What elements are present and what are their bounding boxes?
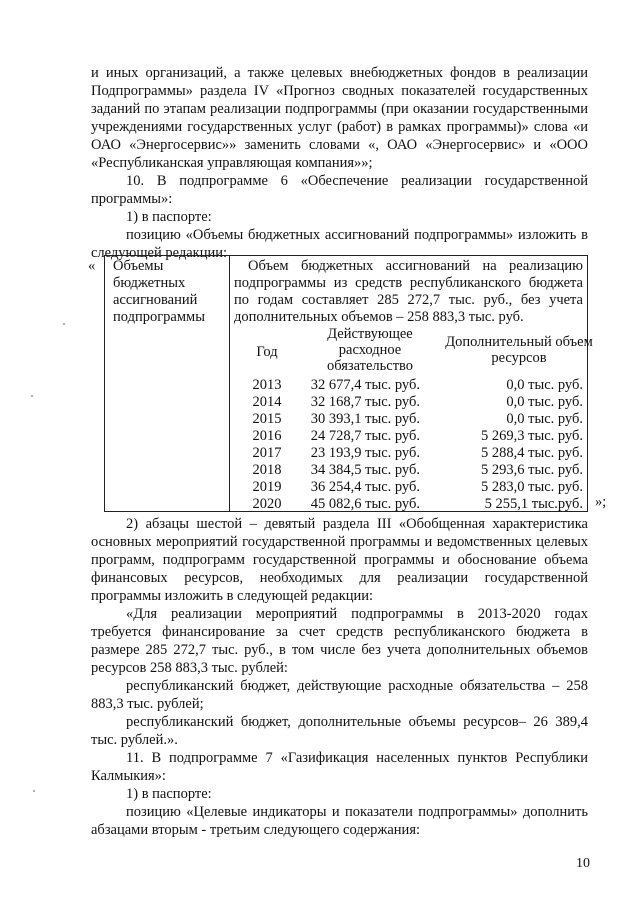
cell-year: 2015 xyxy=(252,411,282,427)
paragraph-item-10: 10. В подпрограмме 6 «Обеспечение реализации государственной программы»: xyxy=(91,173,588,207)
paragraph-budget-additional: республиканский бюджет, дополнительные объемы ресурсов– 26 389,4 тыс. рублей.». xyxy=(91,714,588,748)
table-intro-text: Объем бюджетных ассигнований на реализацию подпрограммы из средств республиканского бюджета по годам составляет 285 272,7 тыс. руб., без учета дополнительных объемов – 258 883,3 тыс. руб. xyxy=(234,258,583,325)
table-row xyxy=(234,445,583,462)
table-row xyxy=(234,462,583,479)
table-open-quote: « xyxy=(88,258,96,274)
table-close-quote: »; xyxy=(595,494,607,510)
budget-table xyxy=(104,255,593,512)
scan-speck xyxy=(33,790,35,792)
table-row xyxy=(234,411,583,428)
cell-year: 2016 xyxy=(252,428,282,444)
cell-year: 2020 xyxy=(252,496,282,512)
table-row xyxy=(234,496,583,513)
paragraph-continuation: и иных организаций, а также целевых внебюджетных фондов в реализации Подпрограммы» раздела IV «Прогноз сводных показателей государственных заданий по этапам реализации подпрограммы (при оказании государственными учреждениями государственных услуг (работ) в рамках программы)» слова «и ОАО «Энергосервис»» заменить словами «, ОАО «Энергосервис» и «ООО «Республиканская управляющая компания»»; xyxy=(91,65,588,171)
paragraph-indicators: позицию «Целевые индикаторы и показатели подпрограммы» дополнить абзацами вторым - третьим следующего содержания: xyxy=(91,804,588,838)
cell-actual: 32 677,4 тыс. руб. xyxy=(310,377,420,393)
cell-year: 2013 xyxy=(252,377,282,393)
text-block-bottom xyxy=(91,515,588,839)
cell-actual: 45 082,6 тыс. руб. xyxy=(310,496,420,512)
cell-actual: 34 384,5 тыс. руб. xyxy=(310,462,420,478)
scan-speck xyxy=(31,395,33,397)
paragraph-passport: 1) в паспорте: xyxy=(126,209,212,225)
cell-additional: 0,0 тыс. руб. xyxy=(506,394,583,410)
paragraph-passport-2: 1) в паспорте: xyxy=(126,786,212,802)
page-number: 10 xyxy=(576,856,590,871)
cell-year: 2019 xyxy=(252,479,282,495)
table-divider xyxy=(229,256,230,511)
paragraph-item-11: 11. В подпрограмме 7 «Газификация населенных пунктов Республики Калмыкия»: xyxy=(91,750,588,784)
table-row xyxy=(234,479,583,496)
table-row xyxy=(234,428,583,445)
cell-year: 2017 xyxy=(252,445,282,461)
table-left-label: Объемы бюджетных ассигнований подпрограммы xyxy=(113,258,205,325)
cell-actual: 36 254,4 тыс. руб. xyxy=(310,479,420,495)
table-row xyxy=(234,377,583,394)
cell-actual: 32 168,7 тыс. руб. xyxy=(310,394,420,410)
cell-additional: 5 293,6 тыс. руб. xyxy=(480,462,583,478)
cell-additional: 5 255,1 тыс.руб. xyxy=(484,496,583,512)
cell-actual: 30 393,1 тыс. руб. xyxy=(310,411,420,427)
header-additional: Дополнительный объем ресурсов xyxy=(445,334,593,366)
cell-additional: 5 269,3 тыс. руб. xyxy=(480,428,583,444)
cell-additional: 5 283,0 тыс. руб. xyxy=(480,479,583,495)
paragraph-item-2: 2) абзацы шестой – девятый раздела III «Обобщенная характеристика основных мероприятий государственной программы и ведомственных целевых программ, подпрограмм государственной программы и обоснование объема финансовых ресурсов, необходимых для реализации государственной программы изложить в следующей редакции: xyxy=(91,516,588,604)
cell-additional: 5 288,4 тыс. руб. xyxy=(480,445,583,461)
cell-year: 2014 xyxy=(252,394,282,410)
text-block-top xyxy=(91,64,588,262)
cell-actual: 24 728,7 тыс. руб. xyxy=(310,428,420,444)
paragraph-quote-financing: «Для реализации мероприятий подпрограммы в 2013-2020 годах требуется финансирование за счет средств республиканского бюджета в размере 285 272,7 тыс. руб., в том числе без учета дополнительных объемов ресурсов 258 883,3 тыс. рублей: xyxy=(91,606,588,676)
cell-actual: 23 193,9 тыс. руб. xyxy=(310,445,420,461)
header-year: Год xyxy=(256,344,278,360)
paragraph-position: позицию «Объемы бюджетных ассигнований подпрограммы» изложить в следующей редакции: xyxy=(91,227,588,261)
cell-additional: 0,0 тыс. руб. xyxy=(506,377,583,393)
table-intro-cell xyxy=(234,258,583,326)
cell-additional: 0,0 тыс. руб. xyxy=(506,411,583,427)
scan-speck xyxy=(63,323,65,325)
paragraph-budget-actual: республиканский бюджет, действующие расходные обязательства – 258 883,3 тыс. рублей; xyxy=(91,678,588,712)
table-row xyxy=(234,394,583,411)
cell-year: 2018 xyxy=(252,462,282,478)
header-actual: Действующее расходное обязательство xyxy=(326,326,414,374)
